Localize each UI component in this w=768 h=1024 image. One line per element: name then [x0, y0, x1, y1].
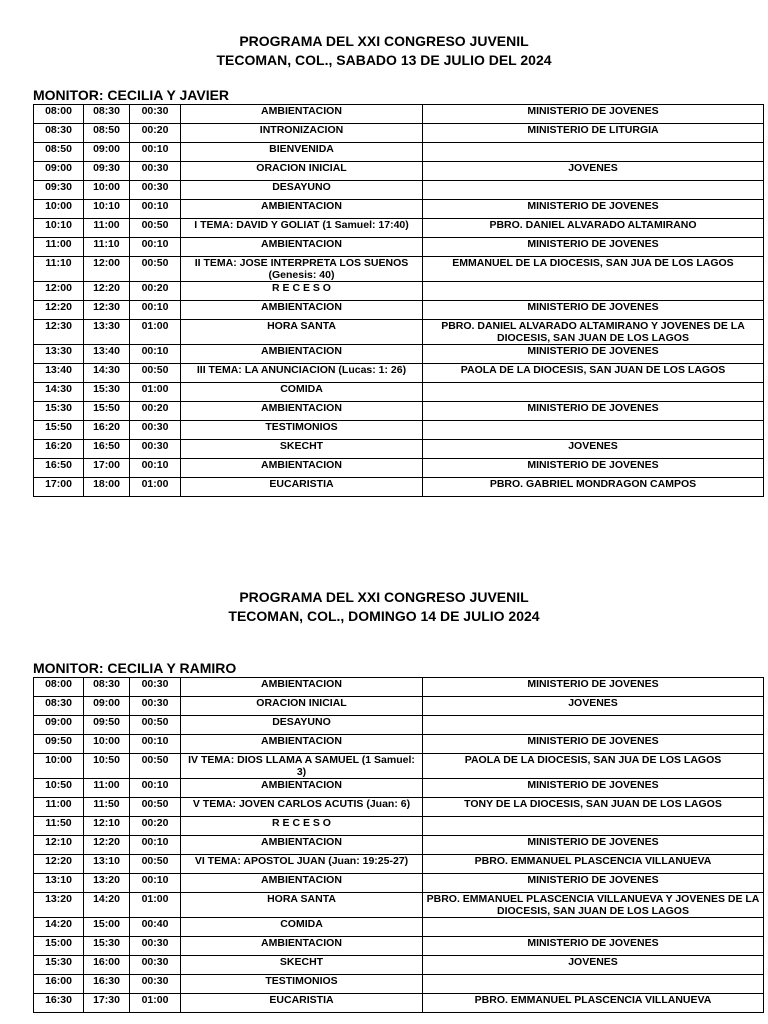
leader-cell — [423, 716, 764, 735]
start-time-cell: 10:00 — [34, 754, 84, 779]
table-row — [34, 735, 764, 754]
end-time-cell: 12:00 — [84, 257, 130, 282]
leader-cell: PAOLA DE LA DIOCESIS, SAN JUA DE LOS LAGOS — [423, 754, 764, 779]
start-time-cell: 08:30 — [34, 124, 84, 143]
end-time-cell: 15:30 — [84, 937, 130, 956]
table-row — [34, 320, 764, 345]
start-time-cell: 17:00 — [34, 478, 84, 497]
leader-cell — [423, 918, 764, 937]
duration-cell: 00:30 — [130, 697, 181, 716]
activity-cell: EUCARISTIA — [181, 994, 423, 1013]
table-row — [34, 162, 764, 181]
end-time-cell: 10:50 — [84, 754, 130, 779]
activity-cell: TESTIMONIOS — [181, 421, 423, 440]
end-time-cell: 13:30 — [84, 320, 130, 345]
end-time-cell: 08:50 — [84, 124, 130, 143]
table-row — [34, 181, 764, 200]
duration-cell: 00:40 — [130, 918, 181, 937]
leader-cell: EMMANUEL DE LA DIOCESIS, SAN JUA DE LOS LAGOS — [423, 257, 764, 282]
activity-cell: AMBIENTACION — [181, 779, 423, 798]
program-subtitle: TECOMAN, COL., DOMINGO 14 DE JULIO 2024 — [228, 608, 540, 624]
leader-cell: PBRO. EMMANUEL PLASCENCIA VILLANUEVA Y JOVENES DE LA DIOCESIS, SAN JUAN DE LOS LAGOS — [423, 893, 764, 918]
leader-cell: PBRO. EMMANUEL PLASCENCIA VILLANUEVA — [423, 855, 764, 874]
duration-cell: 00:30 — [130, 162, 181, 181]
table-row — [34, 345, 764, 364]
activity-cell: I TEMA: DAVID Y GOLIAT (1 Samuel: 17:40) — [181, 219, 423, 238]
table-row — [34, 257, 764, 282]
duration-cell: 00:10 — [130, 735, 181, 754]
activity-cell: AMBIENTACION — [181, 200, 423, 219]
table-row — [34, 478, 764, 497]
monitor-label: MONITOR: CECILIA Y RAMIRO — [33, 660, 237, 676]
table-row — [34, 440, 764, 459]
end-time-cell: 09:50 — [84, 716, 130, 735]
activity-cell: ORACION INICIAL — [181, 697, 423, 716]
start-time-cell: 16:50 — [34, 459, 84, 478]
duration-cell: 00:20 — [130, 124, 181, 143]
start-time-cell: 12:30 — [34, 320, 84, 345]
activity-cell: AMBIENTACION — [181, 459, 423, 478]
activity-cell: V TEMA: JOVEN CARLOS ACUTIS (Juan: 6) — [181, 798, 423, 817]
start-time-cell: 15:00 — [34, 937, 84, 956]
program-saturday — [0, 32, 768, 70]
table-row — [34, 697, 764, 716]
start-time-cell: 16:30 — [34, 994, 84, 1013]
schedule-body — [34, 105, 764, 497]
program-sunday — [0, 588, 768, 626]
schedule-table-saturday — [33, 104, 764, 497]
leader-cell: JOVENES — [423, 162, 764, 181]
leader-cell: MINISTERIO DE JOVENES — [423, 779, 764, 798]
end-time-cell: 10:10 — [84, 200, 130, 219]
table-row — [34, 918, 764, 937]
table-row — [34, 402, 764, 421]
duration-cell: 00:20 — [130, 402, 181, 421]
start-time-cell: 11:10 — [34, 257, 84, 282]
duration-cell: 00:10 — [130, 143, 181, 162]
duration-cell: 00:10 — [130, 345, 181, 364]
activity-cell: AMBIENTACION — [181, 105, 423, 124]
activity-cell: COMIDA — [181, 383, 423, 402]
activity-cell: AMBIENTACION — [181, 678, 423, 697]
start-time-cell: 10:00 — [34, 200, 84, 219]
duration-cell: 00:10 — [130, 200, 181, 219]
duration-cell: 00:30 — [130, 181, 181, 200]
end-time-cell: 15:50 — [84, 402, 130, 421]
table-row — [34, 798, 764, 817]
start-time-cell: 11:50 — [34, 817, 84, 836]
start-time-cell: 08:30 — [34, 697, 84, 716]
end-time-cell: 09:00 — [84, 143, 130, 162]
duration-cell: 00:20 — [130, 282, 181, 301]
start-time-cell: 14:20 — [34, 918, 84, 937]
start-time-cell: 12:20 — [34, 301, 84, 320]
duration-cell: 00:50 — [130, 855, 181, 874]
activity-cell: ORACION INICIAL — [181, 162, 423, 181]
table-row — [34, 421, 764, 440]
end-time-cell: 12:10 — [84, 817, 130, 836]
end-time-cell: 14:20 — [84, 893, 130, 918]
duration-cell: 00:10 — [130, 459, 181, 478]
start-time-cell: 08:50 — [34, 143, 84, 162]
table-row — [34, 893, 764, 918]
leader-cell: JOVENES — [423, 697, 764, 716]
end-time-cell: 11:50 — [84, 798, 130, 817]
table-row — [34, 956, 764, 975]
leader-cell: PBRO. EMMANUEL PLASCENCIA VILLANUEVA — [423, 994, 764, 1013]
monitor-label: MONITOR: CECILIA Y JAVIER — [33, 87, 230, 103]
start-time-cell: 09:30 — [34, 181, 84, 200]
duration-cell: 01:00 — [130, 893, 181, 918]
duration-cell: 00:30 — [130, 440, 181, 459]
start-time-cell: 10:50 — [34, 779, 84, 798]
table-row — [34, 855, 764, 874]
leader-cell: MINISTERIO DE JOVENES — [423, 836, 764, 855]
end-time-cell: 13:20 — [84, 874, 130, 893]
activity-cell: II TEMA: JOSE INTERPRETA LOS SUENOS (Genesis: 40) — [181, 257, 423, 282]
table-row — [34, 975, 764, 994]
duration-cell: 00:30 — [130, 105, 181, 124]
end-time-cell: 11:00 — [84, 779, 130, 798]
end-time-cell: 17:30 — [84, 994, 130, 1013]
leader-cell: MINISTERIO DE LITURGIA — [423, 124, 764, 143]
end-time-cell: 12:30 — [84, 301, 130, 320]
leader-cell: JOVENES — [423, 956, 764, 975]
duration-cell: 01:00 — [130, 383, 181, 402]
duration-cell: 00:30 — [130, 956, 181, 975]
leader-cell: JOVENES — [423, 440, 764, 459]
end-time-cell: 10:00 — [84, 181, 130, 200]
leader-cell: MINISTERIO DE JOVENES — [423, 238, 764, 257]
start-time-cell: 14:30 — [34, 383, 84, 402]
end-time-cell: 12:20 — [84, 282, 130, 301]
leader-cell: MINISTERIO DE JOVENES — [423, 301, 764, 320]
activity-cell: EUCARISTIA — [181, 478, 423, 497]
table-row — [34, 282, 764, 301]
duration-cell: 00:20 — [130, 817, 181, 836]
activity-cell: SKECHT — [181, 956, 423, 975]
table-row — [34, 817, 764, 836]
activity-cell: DESAYUNO — [181, 181, 423, 200]
leader-cell: MINISTERIO DE JOVENES — [423, 735, 764, 754]
table-row — [34, 874, 764, 893]
leader-cell: MINISTERIO DE JOVENES — [423, 200, 764, 219]
duration-cell: 00:50 — [130, 219, 181, 238]
end-time-cell: 13:40 — [84, 345, 130, 364]
end-time-cell: 09:00 — [84, 697, 130, 716]
duration-cell: 01:00 — [130, 994, 181, 1013]
program-title: PROGRAMA DEL XXI CONGRESO JUVENIL — [239, 33, 529, 49]
duration-cell: 00:50 — [130, 257, 181, 282]
start-time-cell: 16:20 — [34, 440, 84, 459]
activity-cell: COMIDA — [181, 918, 423, 937]
table-row — [34, 678, 764, 697]
start-time-cell: 15:50 — [34, 421, 84, 440]
leader-cell — [423, 975, 764, 994]
start-time-cell: 13:20 — [34, 893, 84, 918]
activity-cell: III TEMA: LA ANUNCIACION (Lucas: 1: 26) — [181, 364, 423, 383]
start-time-cell: 15:30 — [34, 956, 84, 975]
table-row — [34, 219, 764, 238]
end-time-cell: 12:20 — [84, 836, 130, 855]
start-time-cell: 16:00 — [34, 975, 84, 994]
table-row — [34, 200, 764, 219]
duration-cell: 00:30 — [130, 975, 181, 994]
end-time-cell: 15:00 — [84, 918, 130, 937]
start-time-cell: 09:00 — [34, 716, 84, 735]
table-row — [34, 716, 764, 735]
activity-cell: IV TEMA: DIOS LLAMA A SAMUEL (1 Samuel: 3) — [181, 754, 423, 779]
duration-cell: 01:00 — [130, 478, 181, 497]
activity-cell: AMBIENTACION — [181, 238, 423, 257]
end-time-cell: 17:00 — [84, 459, 130, 478]
duration-cell: 00:50 — [130, 364, 181, 383]
activity-cell: TESTIMONIOS — [181, 975, 423, 994]
end-time-cell: 16:30 — [84, 975, 130, 994]
leader-cell: PBRO. DANIEL ALVARADO ALTAMIRANO Y JOVENES DE LA DIOCESIS, SAN JUAN DE LOS LAGOS — [423, 320, 764, 345]
leader-cell — [423, 143, 764, 162]
activity-cell: VI TEMA: APOSTOL JUAN (Juan: 19:25-27) — [181, 855, 423, 874]
table-row — [34, 937, 764, 956]
start-time-cell: 13:30 — [34, 345, 84, 364]
end-time-cell: 13:10 — [84, 855, 130, 874]
duration-cell: 00:10 — [130, 238, 181, 257]
end-time-cell: 10:00 — [84, 735, 130, 754]
duration-cell: 00:10 — [130, 301, 181, 320]
leader-cell: MINISTERIO DE JOVENES — [423, 402, 764, 421]
end-time-cell: 16:00 — [84, 956, 130, 975]
end-time-cell: 08:30 — [84, 105, 130, 124]
table-row — [34, 105, 764, 124]
activity-cell: INTRONIZACION — [181, 124, 423, 143]
table-row — [34, 143, 764, 162]
table-row — [34, 124, 764, 143]
table-row — [34, 994, 764, 1013]
activity-cell: AMBIENTACION — [181, 301, 423, 320]
end-time-cell: 15:30 — [84, 383, 130, 402]
start-time-cell: 10:10 — [34, 219, 84, 238]
schedule-body — [34, 678, 764, 1013]
leader-cell — [423, 181, 764, 200]
duration-cell: 00:50 — [130, 754, 181, 779]
activity-cell: AMBIENTACION — [181, 874, 423, 893]
activity-cell: BIENVENIDA — [181, 143, 423, 162]
start-time-cell: 12:10 — [34, 836, 84, 855]
table-row — [34, 364, 764, 383]
start-time-cell: 15:30 — [34, 402, 84, 421]
leader-cell: MINISTERIO DE JOVENES — [423, 937, 764, 956]
activity-cell: AMBIENTACION — [181, 735, 423, 754]
leader-cell — [423, 421, 764, 440]
leader-cell: MINISTERIO DE JOVENES — [423, 345, 764, 364]
leader-cell: TONY DE LA DIOCESIS, SAN JUAN DE LOS LAGOS — [423, 798, 764, 817]
duration-cell: 00:10 — [130, 779, 181, 798]
start-time-cell: 08:00 — [34, 678, 84, 697]
table-row — [34, 238, 764, 257]
duration-cell: 00:10 — [130, 874, 181, 893]
start-time-cell: 11:00 — [34, 798, 84, 817]
table-row — [34, 779, 764, 798]
duration-cell: 01:00 — [130, 320, 181, 345]
activity-cell: R E C E S O — [181, 282, 423, 301]
leader-cell: PAOLA DE LA DIOCESIS, SAN JUAN DE LOS LAGOS — [423, 364, 764, 383]
end-time-cell: 16:50 — [84, 440, 130, 459]
end-time-cell: 14:30 — [84, 364, 130, 383]
start-time-cell: 08:00 — [34, 105, 84, 124]
duration-cell: 00:50 — [130, 798, 181, 817]
leader-cell — [423, 817, 764, 836]
activity-cell: HORA SANTA — [181, 893, 423, 918]
leader-cell: MINISTERIO DE JOVENES — [423, 459, 764, 478]
start-time-cell: 09:00 — [34, 162, 84, 181]
start-time-cell: 11:00 — [34, 238, 84, 257]
start-time-cell: 09:50 — [34, 735, 84, 754]
start-time-cell: 13:10 — [34, 874, 84, 893]
leader-cell: MINISTERIO DE JOVENES — [423, 105, 764, 124]
leader-cell — [423, 383, 764, 402]
end-time-cell: 09:30 — [84, 162, 130, 181]
duration-cell: 00:30 — [130, 421, 181, 440]
leader-cell — [423, 282, 764, 301]
program-subtitle: TECOMAN, COL., SABADO 13 DE JULIO DEL 2024 — [216, 52, 552, 68]
start-time-cell: 13:40 — [34, 364, 84, 383]
duration-cell: 00:50 — [130, 716, 181, 735]
activity-cell: AMBIENTACION — [181, 937, 423, 956]
end-time-cell: 16:20 — [84, 421, 130, 440]
activity-cell: AMBIENTACION — [181, 345, 423, 364]
end-time-cell: 11:10 — [84, 238, 130, 257]
program-title: PROGRAMA DEL XXI CONGRESO JUVENIL — [239, 589, 529, 605]
leader-cell: MINISTERIO DE JOVENES — [423, 874, 764, 893]
table-row — [34, 383, 764, 402]
duration-cell: 00:30 — [130, 678, 181, 697]
table-row — [34, 301, 764, 320]
end-time-cell: 08:30 — [84, 678, 130, 697]
activity-cell: AMBIENTACION — [181, 402, 423, 421]
activity-cell: DESAYUNO — [181, 716, 423, 735]
start-time-cell: 12:00 — [34, 282, 84, 301]
activity-cell: AMBIENTACION — [181, 836, 423, 855]
activity-cell: HORA SANTA — [181, 320, 423, 345]
end-time-cell: 18:00 — [84, 478, 130, 497]
table-row — [34, 754, 764, 779]
start-time-cell: 12:20 — [34, 855, 84, 874]
duration-cell: 00:10 — [130, 836, 181, 855]
activity-cell: R E C E S O — [181, 817, 423, 836]
leader-cell: PBRO. DANIEL ALVARADO ALTAMIRANO — [423, 219, 764, 238]
leader-cell: PBRO. GABRIEL MONDRAGON CAMPOS — [423, 478, 764, 497]
end-time-cell: 11:00 — [84, 219, 130, 238]
table-row — [34, 459, 764, 478]
duration-cell: 00:30 — [130, 937, 181, 956]
table-row — [34, 836, 764, 855]
activity-cell: SKECHT — [181, 440, 423, 459]
leader-cell: MINISTERIO DE JOVENES — [423, 678, 764, 697]
schedule-table-sunday — [33, 677, 764, 1013]
